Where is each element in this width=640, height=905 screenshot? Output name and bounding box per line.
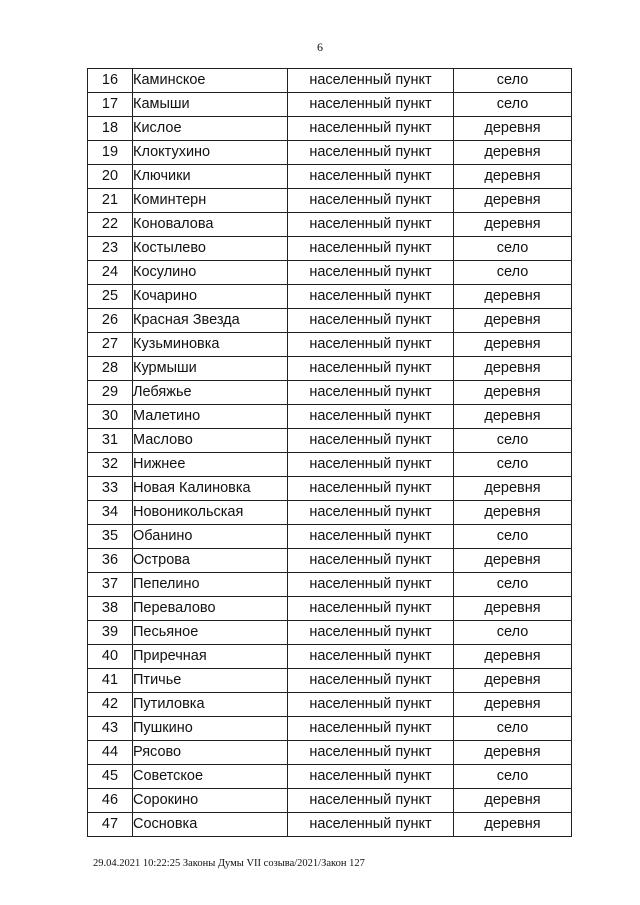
row-number-cell: 19	[88, 141, 133, 165]
table-row	[88, 717, 572, 741]
settlement-type-cell: деревня	[454, 141, 572, 165]
settlement-name-cell: Пушкино	[133, 717, 288, 741]
settlement-type-cell: село	[454, 453, 572, 477]
table-body	[88, 69, 572, 837]
settlement-name-cell: Лебяжье	[133, 381, 288, 405]
settlement-name-cell: Косулино	[133, 261, 288, 285]
settlement-kind-cell: населенный пункт	[288, 213, 454, 237]
row-number-cell: 41	[88, 669, 133, 693]
settlement-name-cell: Обанино	[133, 525, 288, 549]
settlement-type-cell: деревня	[454, 165, 572, 189]
row-number-cell: 36	[88, 549, 133, 573]
settlement-type-cell: село	[454, 573, 572, 597]
settlement-type-cell: деревня	[454, 597, 572, 621]
settlement-name-cell: Песьяное	[133, 621, 288, 645]
settlement-kind-cell: населенный пункт	[288, 189, 454, 213]
settlement-type-cell: село	[454, 621, 572, 645]
table-row	[88, 189, 572, 213]
row-number-cell: 46	[88, 789, 133, 813]
settlement-kind-cell: населенный пункт	[288, 405, 454, 429]
settlement-kind-cell: населенный пункт	[288, 525, 454, 549]
settlement-type-cell: село	[454, 237, 572, 261]
row-number-cell: 44	[88, 741, 133, 765]
table-row	[88, 693, 572, 717]
settlement-type-cell: деревня	[454, 309, 572, 333]
settlement-name-cell: Ключики	[133, 165, 288, 189]
settlement-name-cell: Костылево	[133, 237, 288, 261]
row-number-cell: 23	[88, 237, 133, 261]
settlement-name-cell: Путиловка	[133, 693, 288, 717]
settlement-name-cell: Нижнее	[133, 453, 288, 477]
settlement-name-cell: Коновалова	[133, 213, 288, 237]
settlement-kind-cell: населенный пункт	[288, 813, 454, 837]
table-row	[88, 213, 572, 237]
settlement-name-cell: Птичье	[133, 669, 288, 693]
settlement-kind-cell: населенный пункт	[288, 621, 454, 645]
table-row	[88, 93, 572, 117]
table-row	[88, 429, 572, 453]
settlement-kind-cell: населенный пункт	[288, 669, 454, 693]
table-row	[88, 741, 572, 765]
settlement-name-cell: Сосновка	[133, 813, 288, 837]
row-number-cell: 35	[88, 525, 133, 549]
table-row	[88, 237, 572, 261]
settlement-kind-cell: населенный пункт	[288, 357, 454, 381]
table-row	[88, 645, 572, 669]
settlement-type-cell: деревня	[454, 333, 572, 357]
table-row	[88, 765, 572, 789]
settlement-name-cell: Советское	[133, 765, 288, 789]
settlement-type-cell: деревня	[454, 189, 572, 213]
settlement-type-cell: деревня	[454, 213, 572, 237]
settlement-type-cell: деревня	[454, 813, 572, 837]
table-row	[88, 117, 572, 141]
row-number-cell: 38	[88, 597, 133, 621]
settlement-kind-cell: населенный пункт	[288, 309, 454, 333]
settlement-kind-cell: населенный пункт	[288, 69, 454, 93]
row-number-cell: 26	[88, 309, 133, 333]
settlement-kind-cell: населенный пункт	[288, 117, 454, 141]
settlement-kind-cell: населенный пункт	[288, 741, 454, 765]
table-row	[88, 405, 572, 429]
row-number-cell: 33	[88, 477, 133, 501]
settlement-name-cell: Острова	[133, 549, 288, 573]
settlement-name-cell: Клоктухино	[133, 141, 288, 165]
settlement-kind-cell: населенный пункт	[288, 501, 454, 525]
settlement-name-cell: Камыши	[133, 93, 288, 117]
table-row	[88, 261, 572, 285]
table-row	[88, 573, 572, 597]
row-number-cell: 24	[88, 261, 133, 285]
settlement-type-cell: село	[454, 261, 572, 285]
table-row	[88, 813, 572, 837]
table-row	[88, 789, 572, 813]
table-row	[88, 501, 572, 525]
settlement-kind-cell: населенный пункт	[288, 789, 454, 813]
settlement-name-cell: Маслово	[133, 429, 288, 453]
row-number-cell: 29	[88, 381, 133, 405]
settlement-kind-cell: населенный пункт	[288, 453, 454, 477]
settlement-name-cell: Коминтерн	[133, 189, 288, 213]
table-row	[88, 621, 572, 645]
table-row	[88, 165, 572, 189]
settlement-kind-cell: населенный пункт	[288, 333, 454, 357]
settlement-name-cell: Сорокино	[133, 789, 288, 813]
settlement-type-cell: деревня	[454, 285, 572, 309]
row-number-cell: 17	[88, 93, 133, 117]
settlement-kind-cell: населенный пункт	[288, 597, 454, 621]
settlement-kind-cell: населенный пункт	[288, 429, 454, 453]
settlement-type-cell: деревня	[454, 501, 572, 525]
settlement-kind-cell: населенный пункт	[288, 477, 454, 501]
row-number-cell: 21	[88, 189, 133, 213]
settlement-name-cell: Кислое	[133, 117, 288, 141]
settlement-type-cell: село	[454, 69, 572, 93]
settlement-name-cell: Новоникольская	[133, 501, 288, 525]
settlement-type-cell: деревня	[454, 549, 572, 573]
settlement-name-cell: Новая Калиновка	[133, 477, 288, 501]
settlement-name-cell: Красная Звезда	[133, 309, 288, 333]
row-number-cell: 16	[88, 69, 133, 93]
row-number-cell: 47	[88, 813, 133, 837]
table-row	[88, 453, 572, 477]
page-number: 6	[317, 40, 323, 54]
settlement-type-cell: село	[454, 93, 572, 117]
row-number-cell: 39	[88, 621, 133, 645]
row-number-cell: 43	[88, 717, 133, 741]
table-row	[88, 381, 572, 405]
settlement-name-cell: Пепелино	[133, 573, 288, 597]
row-number-cell: 42	[88, 693, 133, 717]
table-row	[88, 525, 572, 549]
row-number-cell: 20	[88, 165, 133, 189]
settlement-kind-cell: населенный пункт	[288, 549, 454, 573]
settlement-type-cell: деревня	[454, 669, 572, 693]
settlement-name-cell: Кочарино	[133, 285, 288, 309]
settlement-type-cell: село	[454, 717, 572, 741]
settlement-kind-cell: населенный пункт	[288, 93, 454, 117]
table-row	[88, 285, 572, 309]
table-row	[88, 669, 572, 693]
settlement-name-cell: Рясово	[133, 741, 288, 765]
settlement-type-cell: деревня	[454, 381, 572, 405]
settlement-kind-cell: населенный пункт	[288, 141, 454, 165]
settlement-kind-cell: населенный пункт	[288, 237, 454, 261]
settlement-kind-cell: населенный пункт	[288, 285, 454, 309]
settlement-type-cell: деревня	[454, 357, 572, 381]
document-footer: 29.04.2021 10:22:25 Законы Думы VII созыва/2021/Закон 127	[93, 858, 365, 869]
row-number-cell: 27	[88, 333, 133, 357]
row-number-cell: 37	[88, 573, 133, 597]
settlement-type-cell: село	[454, 765, 572, 789]
row-number-cell: 22	[88, 213, 133, 237]
settlement-kind-cell: населенный пункт	[288, 693, 454, 717]
settlement-type-cell: деревня	[454, 741, 572, 765]
settlement-type-cell: деревня	[454, 645, 572, 669]
table-row	[88, 597, 572, 621]
row-number-cell: 31	[88, 429, 133, 453]
settlement-name-cell: Перевалово	[133, 597, 288, 621]
settlement-kind-cell: населенный пункт	[288, 381, 454, 405]
settlements-table	[87, 68, 572, 837]
settlement-type-cell: село	[454, 429, 572, 453]
table-row	[88, 549, 572, 573]
row-number-cell: 25	[88, 285, 133, 309]
table-row	[88, 333, 572, 357]
row-number-cell: 30	[88, 405, 133, 429]
settlement-name-cell: Приречная	[133, 645, 288, 669]
settlement-kind-cell: населенный пункт	[288, 717, 454, 741]
row-number-cell: 40	[88, 645, 133, 669]
settlement-kind-cell: населенный пункт	[288, 165, 454, 189]
settlement-name-cell: Курмыши	[133, 357, 288, 381]
settlement-kind-cell: населенный пункт	[288, 261, 454, 285]
settlement-type-cell: деревня	[454, 405, 572, 429]
row-number-cell: 34	[88, 501, 133, 525]
settlement-type-cell: деревня	[454, 117, 572, 141]
row-number-cell: 32	[88, 453, 133, 477]
settlement-type-cell: деревня	[454, 789, 572, 813]
settlement-name-cell: Малетино	[133, 405, 288, 429]
settlement-kind-cell: населенный пункт	[288, 573, 454, 597]
table-row	[88, 141, 572, 165]
settlement-type-cell: деревня	[454, 477, 572, 501]
table-row	[88, 309, 572, 333]
settlement-type-cell: деревня	[454, 693, 572, 717]
settlement-name-cell: Кузьминовка	[133, 333, 288, 357]
settlement-name-cell: Каминское	[133, 69, 288, 93]
row-number-cell: 45	[88, 765, 133, 789]
row-number-cell: 18	[88, 117, 133, 141]
table-row	[88, 477, 572, 501]
settlement-kind-cell: населенный пункт	[288, 645, 454, 669]
table-row	[88, 69, 572, 93]
row-number-cell: 28	[88, 357, 133, 381]
settlement-type-cell: село	[454, 525, 572, 549]
settlement-kind-cell: населенный пункт	[288, 765, 454, 789]
table-row	[88, 357, 572, 381]
